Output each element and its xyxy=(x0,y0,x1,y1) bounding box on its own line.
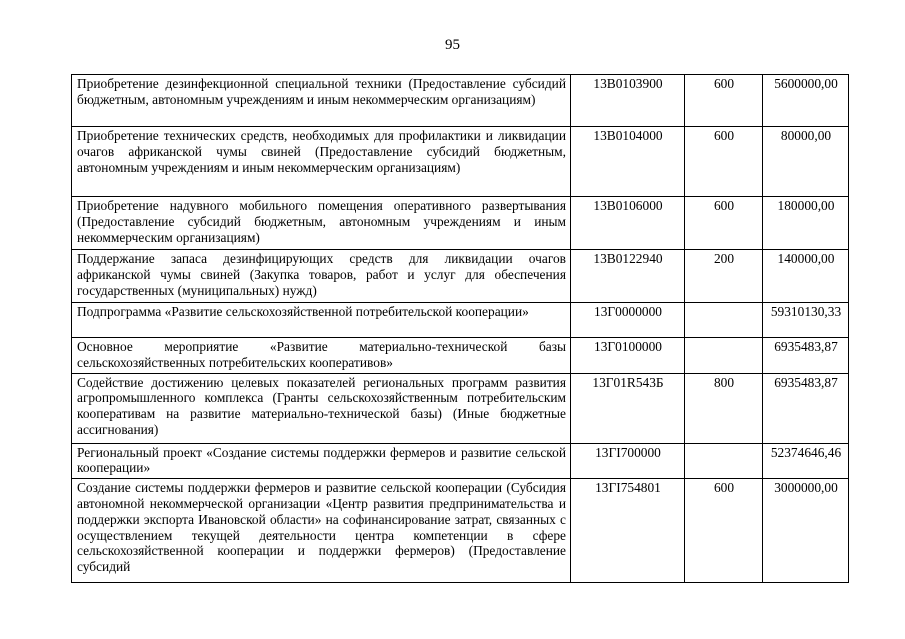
row-sum: 180000,00 xyxy=(763,197,849,250)
row-sum: 6935483,87 xyxy=(763,338,849,374)
row-expense-type xyxy=(685,443,763,479)
row-name: Региональный проект «Создание системы поддержки фермеров и развитие сельской кооперации» xyxy=(72,443,571,479)
row-code: 13В0122940 xyxy=(571,250,685,303)
row-code: 13Г01R543Б xyxy=(571,373,685,443)
row-sum: 59310130,33 xyxy=(763,303,849,338)
row-code: 13Г0000000 xyxy=(571,303,685,338)
row-expense-type: 600 xyxy=(685,127,763,197)
row-expense-type: 800 xyxy=(685,373,763,443)
row-sum: 140000,00 xyxy=(763,250,849,303)
row-code: 13ГI700000 xyxy=(571,443,685,479)
budget-table-body xyxy=(72,75,849,583)
row-name: Приобретение надувного мобильного помещения оперативного развертывания (Предоставление субсидий бюджетным, автономным учреждениям и иным некоммерческим организациям) xyxy=(72,197,571,250)
row-name: Создание системы поддержки фермеров и развитие сельской кооперации (Субсидия автономной некоммерческой организации «Центр развития предпринимательства и поддержки экспорта Ивановской области» на софинансирование затрат, связанных с осуществлением текущей деятельности центра компетенции в сфере сельскохозяйственной кооперации и поддержки фермеров) (Предоставление субсидий xyxy=(72,479,571,583)
row-sum: 80000,00 xyxy=(763,127,849,197)
row-code: 13В0103900 xyxy=(571,75,685,127)
row-expense-type: 600 xyxy=(685,479,763,583)
row-code: 13В0106000 xyxy=(571,197,685,250)
table-row xyxy=(72,250,849,303)
row-expense-type xyxy=(685,338,763,374)
row-expense-type: 600 xyxy=(685,197,763,250)
row-name: Поддержание запаса дезинфицирующих средств для ликвидации очагов африканской чумы свиней (Закупка товаров, работ и услуг для обеспечения государственных (муниципальных) нужд) xyxy=(72,250,571,303)
row-name: Приобретение дезинфекционной специальной техники (Предоставление субсидий бюджетным, автономным учреждениям и иным некоммерческим организациям) xyxy=(72,75,571,127)
table-row xyxy=(72,479,849,583)
row-name: Основное мероприятие «Развитие материально-технической базы сельскохозяйственных потребительских кооперативов» xyxy=(72,338,571,374)
table-row xyxy=(72,373,849,443)
table-row xyxy=(72,443,849,479)
row-expense-type xyxy=(685,303,763,338)
page-number: 95 xyxy=(445,37,460,53)
table-row xyxy=(72,338,849,374)
table-row xyxy=(72,75,849,127)
row-expense-type: 600 xyxy=(685,75,763,127)
row-expense-type: 200 xyxy=(685,250,763,303)
row-name: Подпрограмма «Развитие сельскохозяйственной потребительской кооперации» xyxy=(72,303,571,338)
row-sum: 5600000,00 xyxy=(763,75,849,127)
row-name: Содействие достижению целевых показателей региональных программ развития агропромышленного комплекса (Гранты сельскохозяйственным потребительским кооперативам на развитие материально-технической базы) (Иные бюджетные ассигнования) xyxy=(72,373,571,443)
row-sum: 52374646,46 xyxy=(763,443,849,479)
row-code: 13В0104000 xyxy=(571,127,685,197)
row-name: Приобретение технических средств, необходимых для профилактики и ликвидации очагов африканской чумы свиней (Предоставление субсидий бюджетным, автономным учреждениям и иным некоммерческим организациям) xyxy=(72,127,571,197)
table-row xyxy=(72,303,849,338)
row-code: 13Г0100000 xyxy=(571,338,685,374)
row-sum: 6935483,87 xyxy=(763,373,849,443)
row-code: 13ГI754801 xyxy=(571,479,685,583)
budget-table xyxy=(71,74,849,583)
table-row xyxy=(72,197,849,250)
table-row xyxy=(72,127,849,197)
row-sum: 3000000,00 xyxy=(763,479,849,583)
